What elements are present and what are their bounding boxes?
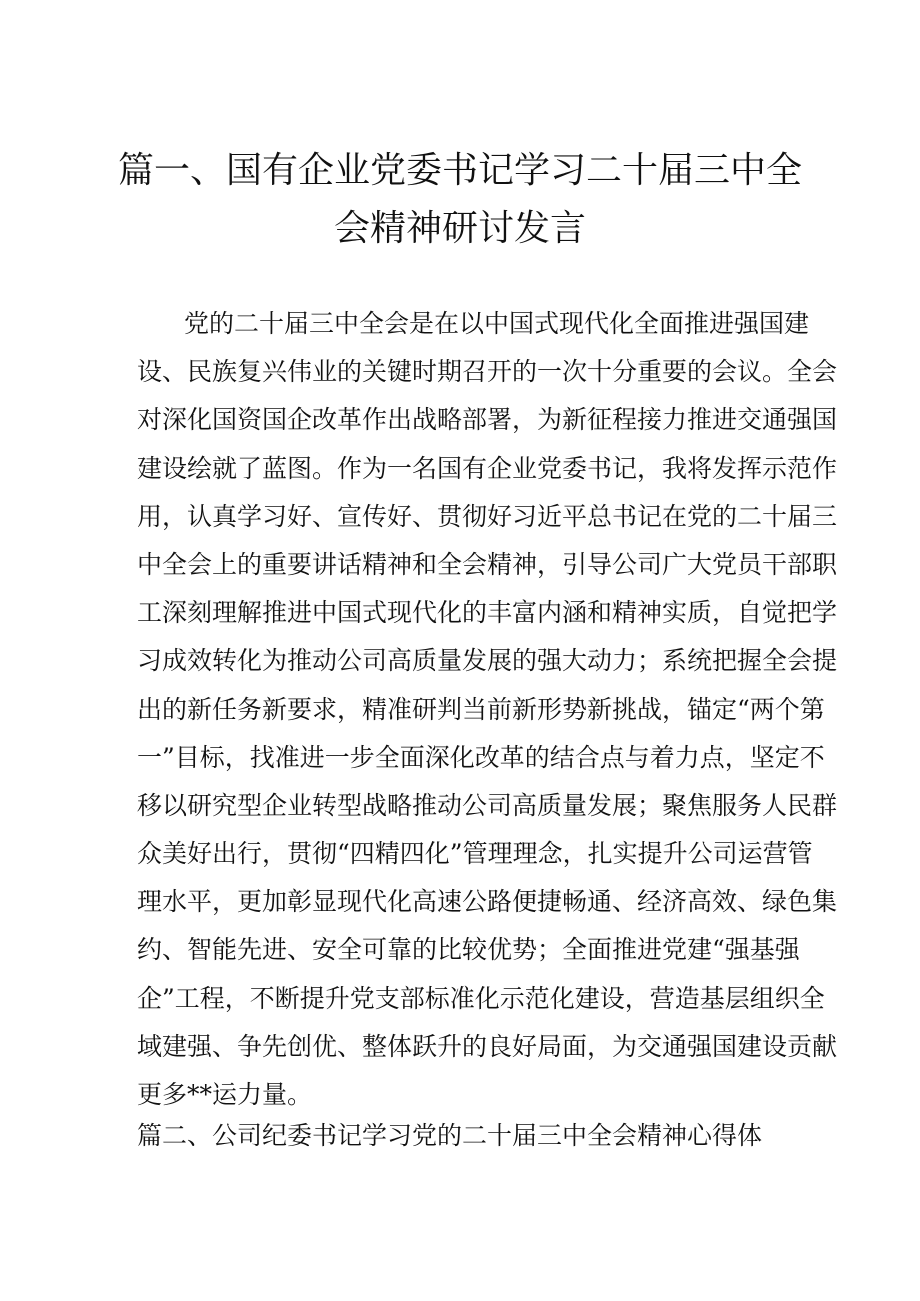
paragraph-line: 域建强、争先创优、整体跃升的良好局面，为交通强国建设贡献 <box>137 1031 838 1061</box>
paragraph-line: 用，认真学习好、宣传好、贯彻好习近平总书记在党的二十届三 <box>137 501 838 531</box>
paragraph-line: 习成效转化为推动公司高质量发展的强大动力；系统把握全会提 <box>137 646 838 676</box>
paragraph-line: 工深刻理解推进中国式现代化的丰富内涵和精神实质，自觉把学 <box>137 598 838 628</box>
paragraph-line: 对深化国资国企改革作出战略部署，为新征程接力推进交通强国 <box>137 405 838 435</box>
paragraph-line: 众美好出行，贯彻“四精四化”管理理念，扎实提升公司运营管 <box>137 839 813 869</box>
title-line: 篇一、国有企业党委书记学习二十届三中全 <box>117 150 802 191</box>
paragraph-line: 建设绘就了蓝图。作为一名国有企业党委书记，我将发挥示范作 <box>137 453 838 483</box>
paragraph-line: 约、智能先进、安全可靠的比较优势；全面推进党建“强基强 <box>137 935 800 965</box>
paragraph-line: 一”目标，找准进一步全面深化改革的结合点与着力点，坚定不 <box>137 742 825 772</box>
paragraph-line: 中全会上的重要讲话精神和全会精神，引导公司广大党员干部职 <box>137 549 838 579</box>
next-section-heading: 篇二、公司纪委书记学习党的二十届三中全会精神心得体 <box>137 1121 763 1150</box>
paragraph-line: 设、民族复兴伟业的关键时期召开的一次十分重要的会议。全会 <box>137 357 838 387</box>
document-title <box>100 142 820 258</box>
paragraph-line: 党的二十届三中全会是在以中国式现代化全面推进强国建 <box>184 309 810 338</box>
paragraph-line: 出的新任务新要求，精准研判当前新形势新挑战，锚定“两个第 <box>137 694 825 724</box>
paragraph-line: 更多**运力量。 <box>137 1080 313 1109</box>
paragraph-line: 理水平，更加彰显现代化高速公路便捷畅通、经济高效、绿色集 <box>137 887 838 917</box>
paragraph-line: 移以研究型企业转型战略推动公司高质量发展；聚焦服务人民群 <box>137 790 838 820</box>
paragraph-line: 企”工程，不断提升党支部标准化示范化建设，营造基层组织全 <box>137 983 825 1013</box>
title-line: 会精神研讨发言 <box>333 208 586 249</box>
body-paragraph <box>137 300 838 1119</box>
